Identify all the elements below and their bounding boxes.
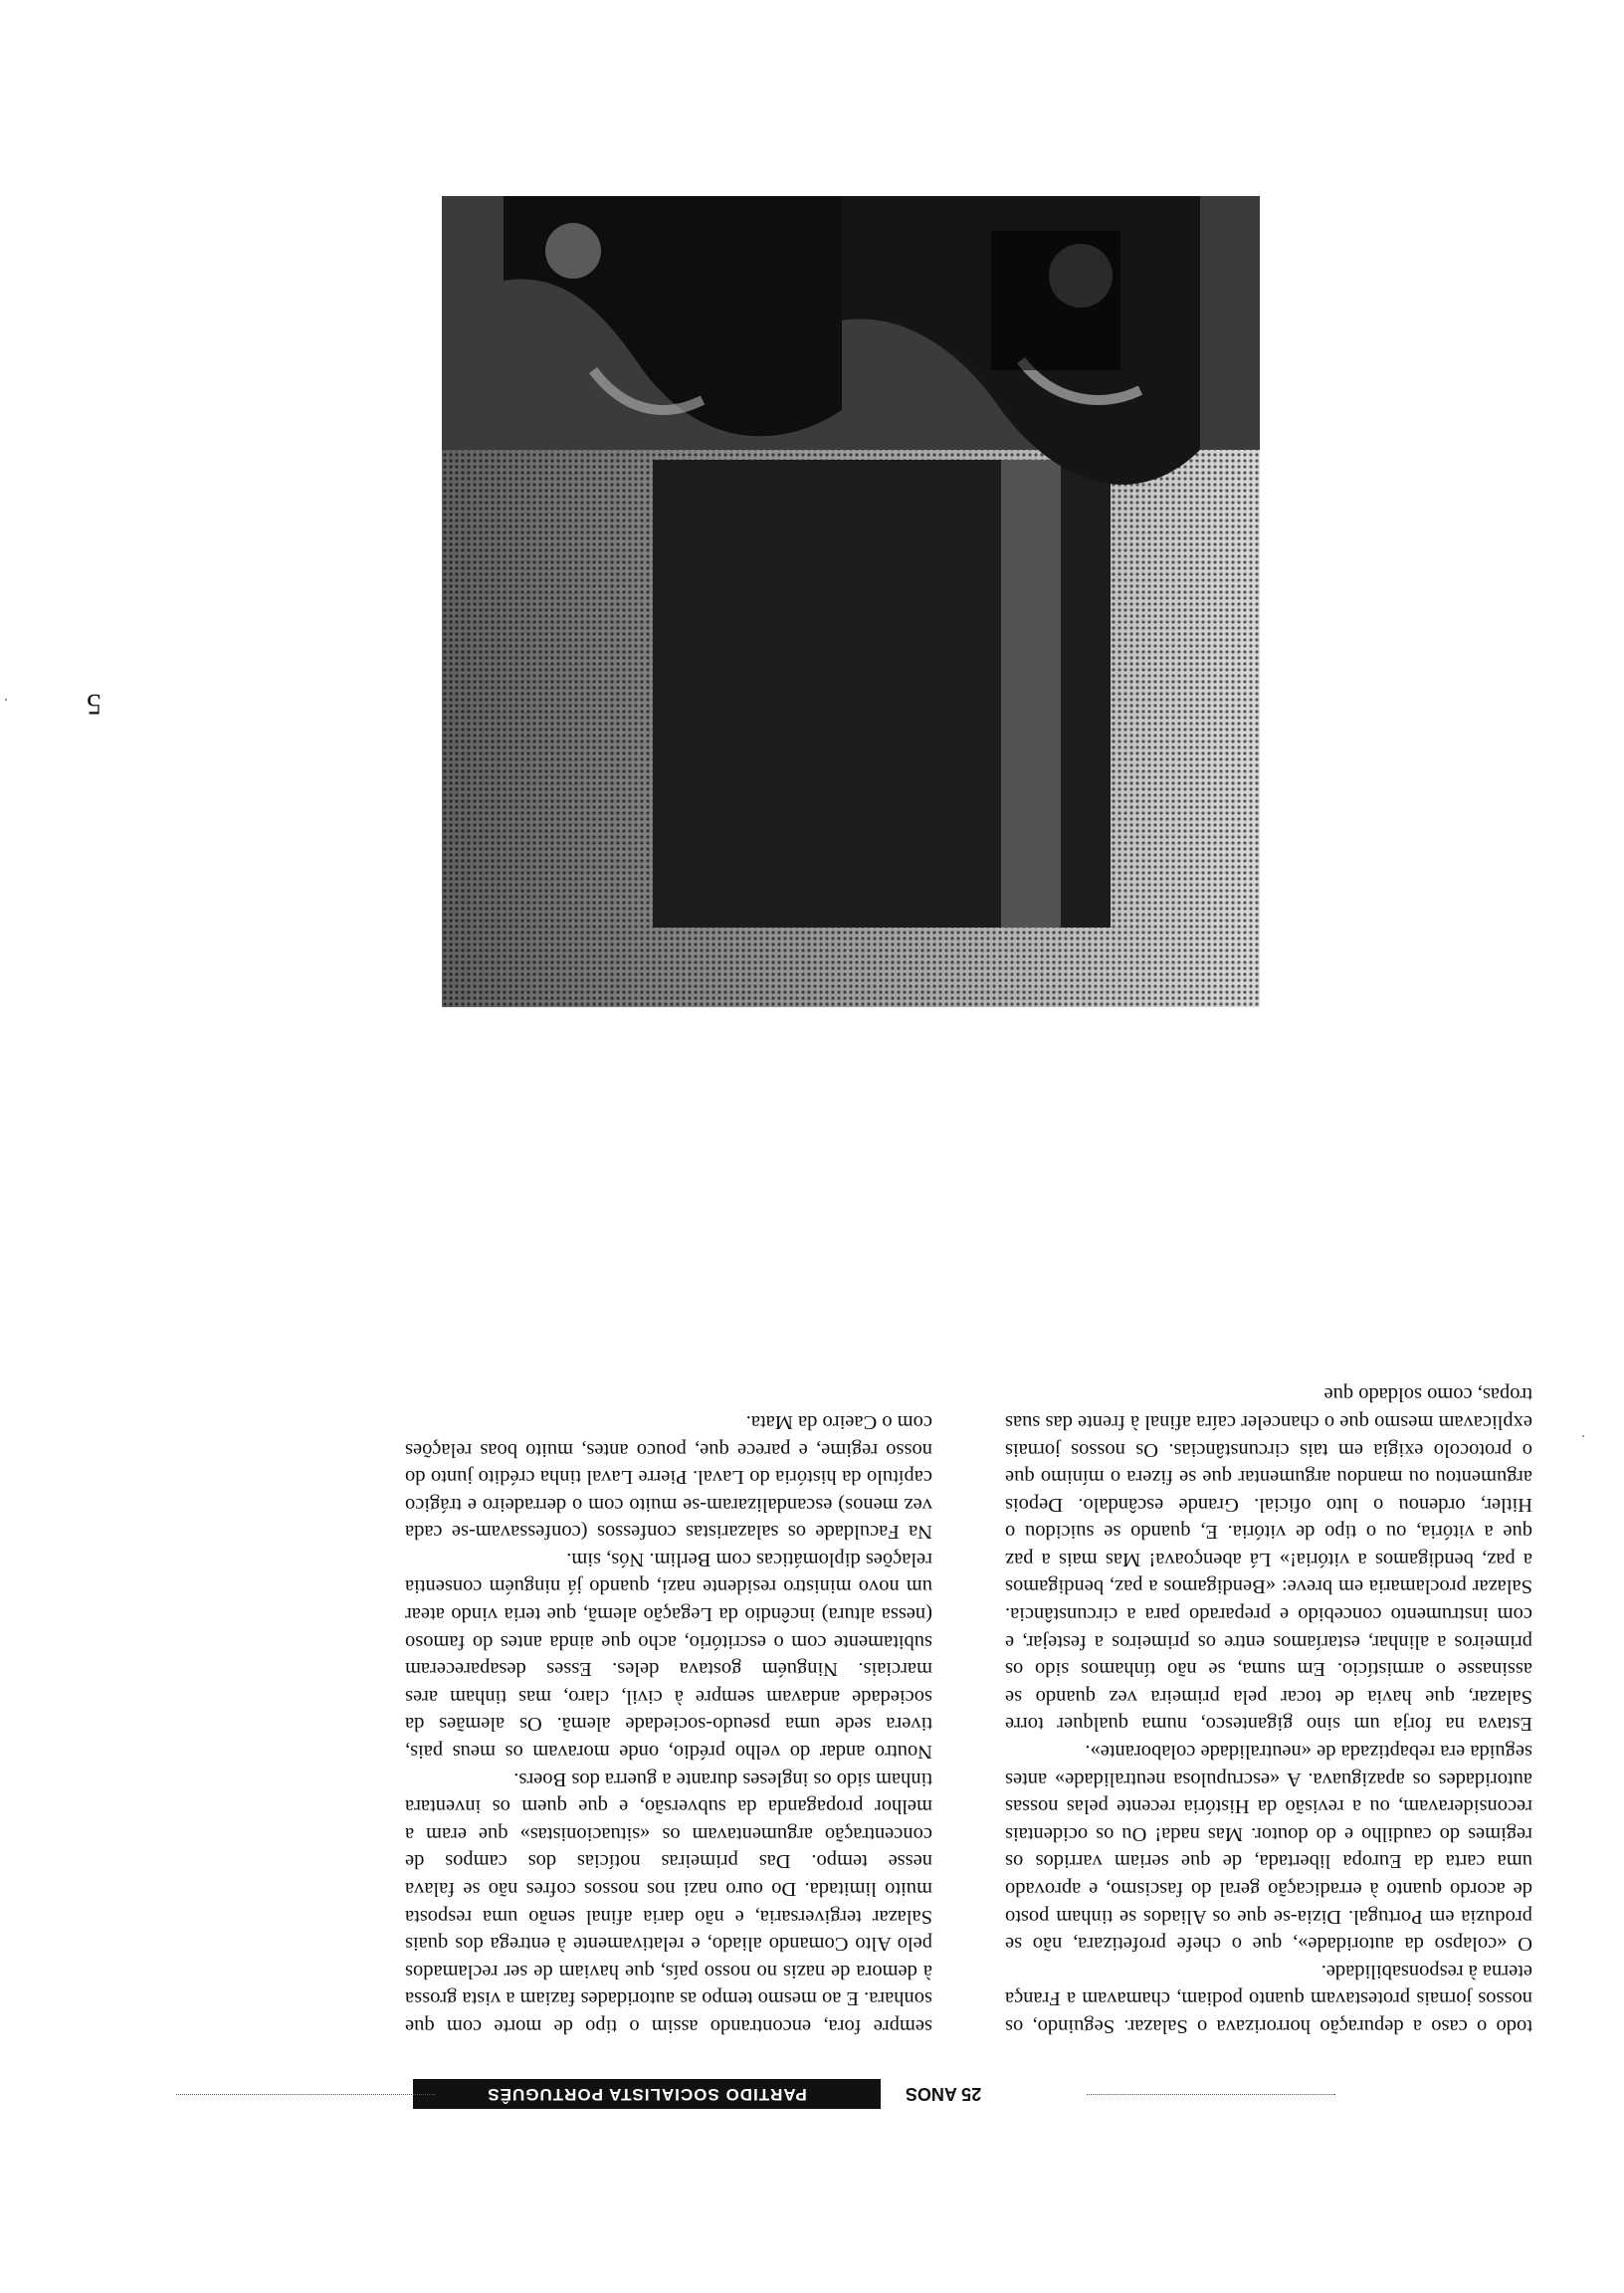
text-column-right [405, 1407, 932, 2039]
paragraph: todo o caso a depuração horrorizava o Salazar. Seguindo, os nossos jornais protestavam quanto podiam, chamavam a França eterna à responsabilidade. [1005, 1960, 1532, 2037]
header-rule-left [1087, 2094, 1335, 2095]
header-party-band: PARTIDO SOCIALISTA PORTUGUÊS [413, 2079, 881, 2109]
paragraph: sempre fora, encontrando assim o tipo de morte com que sonhara. E ao mesmo tempo as autoridades faziam a vista grossa à demora de nazis no nosso país, que haviam de ser reclamados pelo Alto Comando aliado, e relativamente à entrega dos quais Salazar tergiversaria, e não daria afinal senão uma resposta muito limitada. Do ouro nazi nos nossos cofres não se falava nesse tempo. Das primeiras notícias dos campos de concentração argumentavam os «situacionistas» que eram a melhor propaganda da subversão, e que quem os inventara tinham sido os ingleses durante a guerra dos Boers. [405, 1768, 932, 2037]
paragraph: Na Faculdade os salazaristas confessos (confessavam-se cada vez menos) escandalizaram-se muito com o derradeiro e trágico capítulo da história do Laval. Pierre Laval tinha crédito junto do nosso regime, e parece que, pouco antes, muito boas relações com o Caeiro da Mata. [405, 1410, 932, 1544]
scan-speck [5, 699, 7, 701]
paragraph: Estava na forja um sino gigantesco, numa qualquer torre Salazar, que havia de tocar pela primeira vez quando se assinasse o armistício. Em suma, se não tínhamos sido os primeiros a alinhar, estaríamos entre os primeiros a festejar, e com instrumento concebido e preparado para a circunstância. Salazar proclamaria em breve: «Bendigamos a paz, bendigamos a paz, bendigamos a vitória!» Lá abençoava! Mas mais a paz que a vitória, ou o tipo de vitória. E, quando se suicidou o Hitler, ordenou o luto oficial. Grande escândalo. Depois argumentou ou mandou argumentar que se fizera o mínimo que o protocolo exigia em tais circunstâncias. Os nossos jornais explicavam mesmo que o chanceler caíra afinal à frente das suas tropas, como soldado que [1005, 1383, 1532, 1736]
header-rule-right [176, 2094, 435, 2095]
page-number: 5 [87, 688, 102, 721]
scan-speck [1582, 1435, 1584, 1437]
paragraph: O «colapso da autoridade», que o chefe profetizara, não se produzia em Portugal. Dizia-se que os Aliados se tinham posto de acordo quanto à erradicação geral do fascismo, e aprovado uma carta da Europa libertada, de que seriam varridos os regimes do caudilho e do doutor. Mas nada! Ou os ocidentais reconsideravam, ou a revisão da História recente pelas nossas autoridades os apaziguava. A «escrupulosa neutralidade» antes seguida era rebaptizada de «neutralidade colaborante». [1005, 1741, 1532, 1956]
paragraph: Noutro andar do velho prédio, onde moravam os meus pais, tivera sede uma pseudo-sociedade alemã. Os alemães da sociedade andavam sempre à civil, claro, mas tinham ares marciais. Ninguém gostava deles. Esses desapareceram subitamente com o escritório, acho que ainda antes do famoso (nessa altura) incêndio da Legação alemã, que teria vindo atear um novo ministro residente nazi, quando já ninguém consentia relações diplomáticas com Berlim. Nós, sim. [405, 1548, 932, 1764]
page-header [201, 2079, 1335, 2109]
header-years: 25 ANOS [905, 2084, 982, 2104]
text-column-left [1005, 1380, 1532, 2039]
halftone-photograph [442, 196, 1260, 1007]
